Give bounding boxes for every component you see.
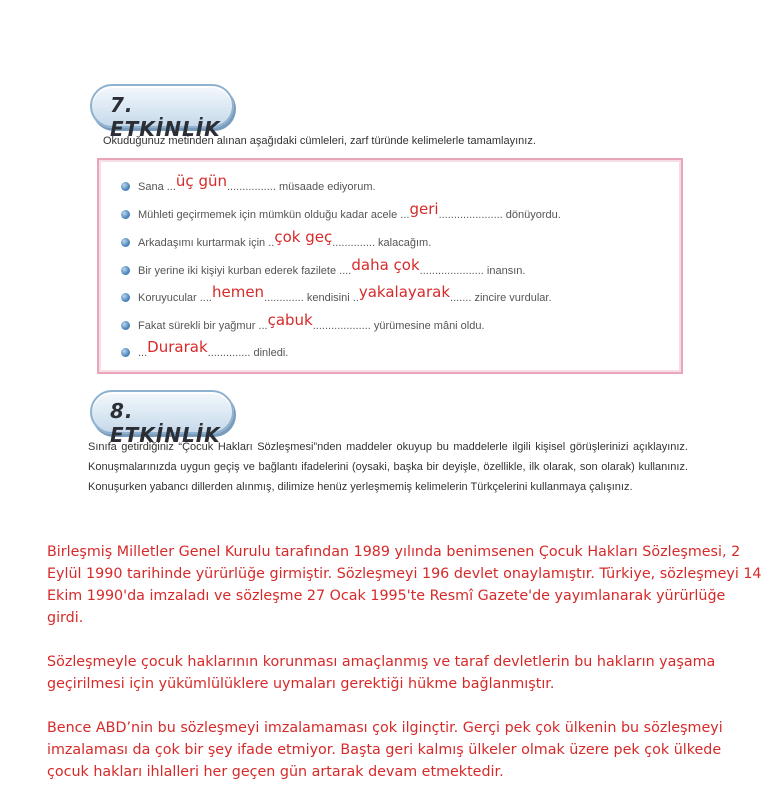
answer-text: yakalayarak [358, 283, 451, 301]
answer-paragraph: Sözleşmeyle çocuk haklarının korunması amaçlanmış ve taraf devletlerin bu hakların yaşama geçirilmesi için yükümlülüklere uymaları gerektiği hükme bağlanmıştır. [47, 654, 716, 692]
list-item: Sana ...üç gün................ müsaade ediyorum. [121, 176, 376, 194]
bullet-icon [121, 210, 130, 219]
answer-text: çabuk [267, 311, 313, 329]
answer-text: üç gün [175, 172, 227, 190]
answer-paragraph: Birleşmiş Milletler Genel Kurulu tarafından 1989 yılında benimsenen Çocuk Hakları Sözleşmesi, 2 Eylül 1990 tarihinde yürürlüğe girmiştir. Sözleşmeyi 196 devlet onaylamıştır. Türkiye, sözleşmeyi 14 Ekim 1990'da imzaladı ve sözleşme 27 Ocak 1995'te Resmî Gazete'de yayımlanarak yürürlüğe girdi. [47, 544, 762, 626]
answer-text: geri [409, 200, 439, 218]
list-item: Arkadaşımı kurtarmak için ..çok geç.............. kalacağım. [121, 232, 431, 250]
list-item: ...Durarak.............. dinledi. [121, 342, 288, 360]
activity-8-badge [90, 390, 234, 447]
bullet-icon [121, 182, 130, 191]
bullet-icon [121, 293, 130, 302]
activity-8-title: 8. ETKİNLİK [110, 399, 221, 447]
answer-text: çok geç [274, 228, 333, 246]
activity-8-instruction: Sınıfa getirdiğiniz “Çocuk Hakları Sözleşmesi”nden maddeler okuyup bu maddelerle ilgili kişisel görüşlerinizi açıklayınız. Konuşmalarınızda uygun geçiş ve bağlantı ifadelerini (oysaki, başka bir deyişle, özellikle, ilk olarak, son olarak) kullanınız. Konuşurken yabancı dillerden alınmış, dilimize henüz yerleşmemiş kelimelerin Türkçelerini kullanmaya çalışınız. [88, 441, 688, 493]
list-item: Koruyucular ....hemen............. kendisini ..yakalayarak....... zincire vurdular. [121, 287, 552, 305]
activity-7-badge [90, 84, 234, 141]
activity-7-instruction: Okuduğunuz metinden alınan aşağıdaki cümleleri, zarf türünde kelimelerle tamamlayınız. [103, 135, 536, 147]
answer-text: daha çok [351, 256, 420, 274]
list-item: Bir yerine iki kişiyi kurban ederek fazilete ....daha çok..................... inansın. [121, 260, 525, 278]
bullet-icon [121, 348, 130, 357]
list-item: Mühleti geçirmemek için mümkün olduğu kadar acele ...geri..................... dönüyordu. [121, 204, 561, 222]
bullet-icon [121, 321, 130, 330]
bullet-icon [121, 238, 130, 247]
bullet-icon [121, 266, 130, 275]
answer-text: Durarak [147, 338, 208, 356]
answer-paragraph: Bence ABD’nin bu sözleşmeyi imzalamaması çok ilginçtir. Gerçi pek çok ülkenin bu sözleşmeyi imzalaması da çok bir şey ifade etmiyor. Başta geri kalmış ülkeler olmak üzere pek çok ülkede çocuk hakları ihlalleri her geçen gün artarak devam etmektedir. [47, 720, 723, 780]
activity-7-title: 7. ETKİNLİK [110, 93, 221, 141]
student-answer [47, 541, 762, 783]
answer-text: hemen [211, 283, 265, 301]
list-item: Fakat sürekli bir yağmur ...çabuk................... yürümesine mâni oldu. [121, 315, 485, 333]
